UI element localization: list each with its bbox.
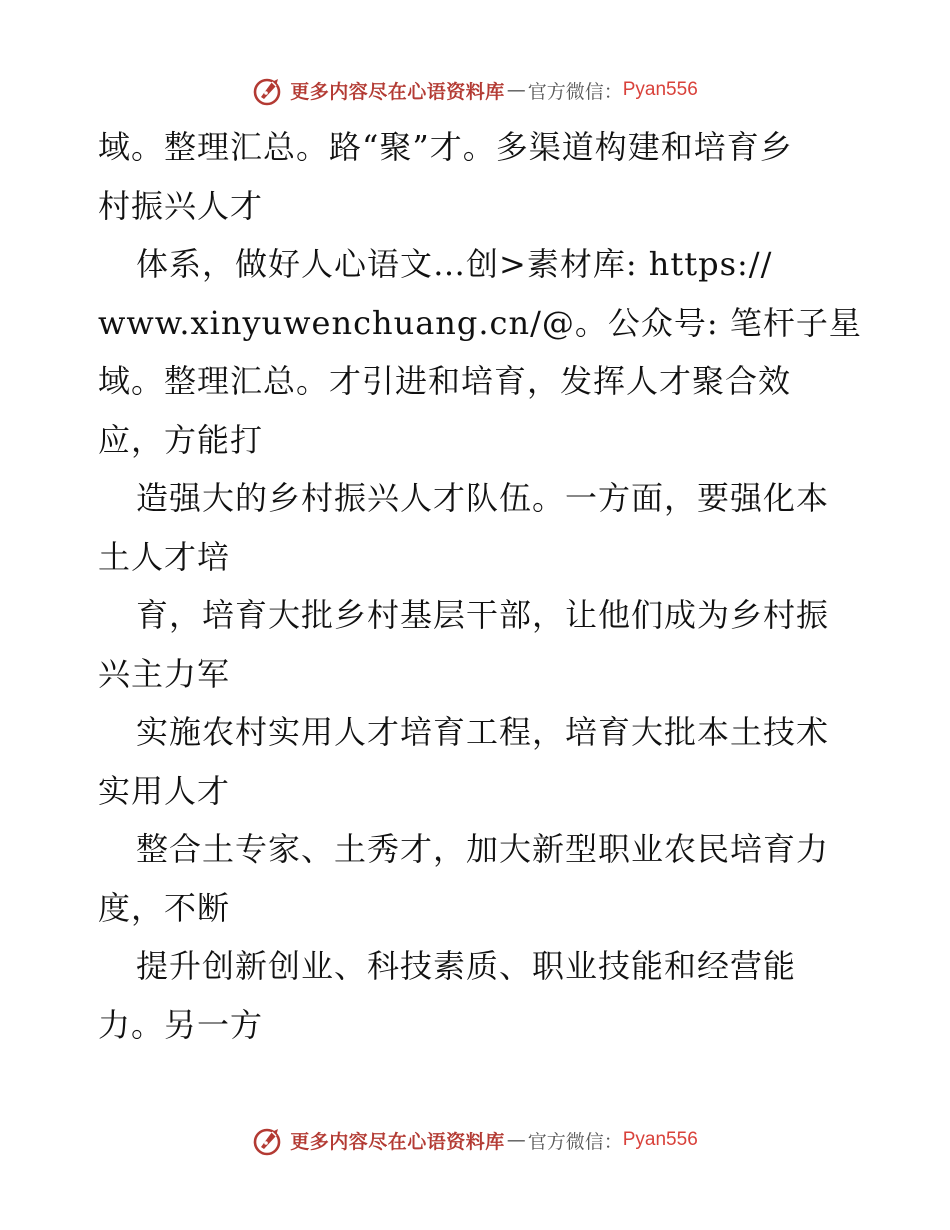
- pen-nib-logo-icon: [252, 73, 286, 107]
- text-line: 兴主力军: [98, 654, 231, 693]
- pen-nib-logo-icon: [252, 1123, 286, 1157]
- header-separator: —: [506, 79, 526, 101]
- footer-separator: —: [506, 1129, 526, 1151]
- header-brand-text: 更多内容尽在心语资料库: [290, 80, 505, 103]
- text-line: 实施农村实用人才培育工程，培育大批本土技术: [136, 713, 830, 751]
- text-line: 提升创新创业、科技素质、职业技能和经营能: [136, 947, 797, 985]
- header-banner: [0, 70, 950, 110]
- text-line: 育，培育大批乡村基层干部，让他们成为乡村振: [136, 596, 830, 634]
- header-wechat-id: Pyan556: [622, 79, 698, 100]
- text-line: 造强大的乡村振兴人才队伍。一方面，要强化本: [136, 479, 830, 517]
- footer-brand-text: 更多内容尽在心语资料库: [290, 1130, 505, 1153]
- text-line: 域。整理汇总。才引进和培育，发挥人才聚合效: [98, 362, 792, 400]
- text-line: 实用人才: [98, 771, 231, 810]
- text-line: 体系，做好人心语文…创>素材库: https://: [136, 245, 773, 283]
- text-line: www.xinyuwenchuang.cn/@。公众号: 笔杆子星: [98, 303, 862, 342]
- text-line: 域。整理汇总。路“聚”才。多渠道构建和培育乡: [98, 128, 793, 166]
- text-line: 土人才培: [98, 537, 231, 576]
- footer-wechat-id: Pyan556: [622, 1129, 698, 1150]
- header-wechat-label: 官方微信：: [527, 80, 623, 103]
- document-body: [98, 118, 868, 1054]
- text-line: 度，不断: [98, 888, 231, 927]
- footer-wechat-label: 官方微信：: [527, 1130, 623, 1153]
- text-line: 村振兴人才: [98, 186, 264, 225]
- text-line: 整合土专家、土秀才，加大新型职业农民培育力: [136, 830, 830, 868]
- text-line: 应，方能打: [98, 420, 264, 459]
- footer-banner: [0, 1120, 950, 1160]
- text-line: 力。另一方: [98, 1005, 264, 1044]
